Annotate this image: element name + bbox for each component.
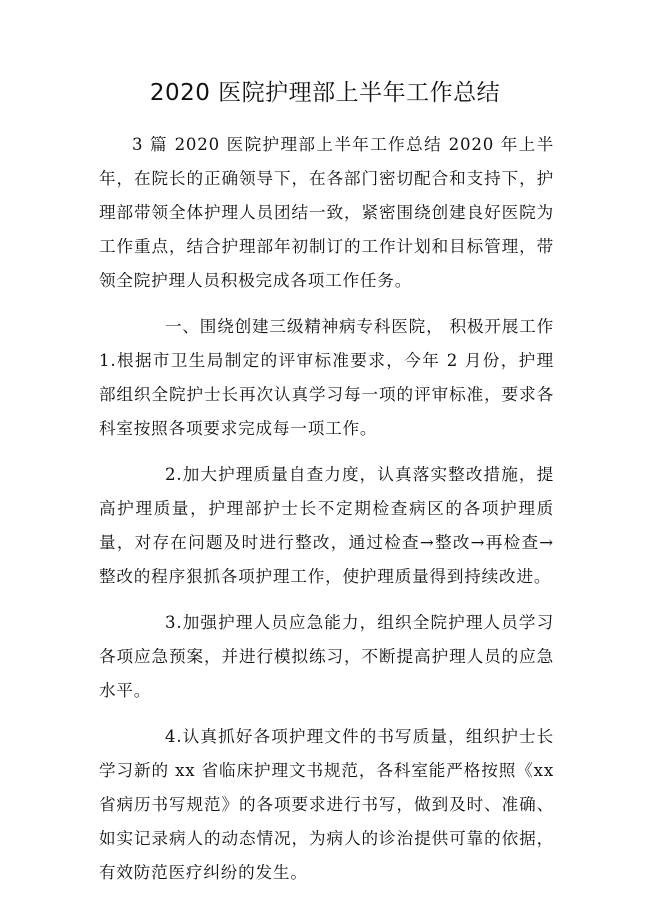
paragraph-item-3: 3.加强护理人员应急能力，组织全院护理人员学习各项应急预案，并进行模拟练习，不断提高护理人员的应急水平。 [99,613,554,700]
paragraph-item-4: 4.认真抓好各项护理文件的书写质量，组织护士长学习新的 xx 省临床护理文书规范，各科室能严格按照《xx 省病历书写规范》的各项要求进行书写，做到及时、准确、如实记录病人的动态情况，为病人的诊治提供可靠的依据，有效防范医疗纠纷的发生。 [99,727,554,882]
document-title: 2020 医院护理部上半年工作总结 [149,80,501,106]
document-body [99,128,554,902]
paragraph-item-2: 2.加大护理质量自查力度，认真落实整改措施，提高护理质量，护理部护士长不定期检查病区的各项护理质量，对存在问题及时进行整改，通过检查→整改→再检查→整改的程序狠抓各项护理工作，使护理质量得到持续改进。 [99,465,554,586]
paragraph-intro: 3 篇 2020 医院护理部上半年工作总结 2020 年上半年，在院长的正确领导下，在各部门密切配合和支持下，护理部带领全体护理人员团结一致，紧密围绕创建良好医院为工作重点，结合护理部年初制订的工作计划和目标管理，带领全院护理人员积极完成各项工作任务。 [99,135,554,290]
paragraph-section-1: 一、围绕创建三级精神病专科医院， 积极开展工作 1.根据市卫生局制定的评审标准要求，今年 2 月份，护理部组织全院护士长再次认真学习每一项的评审标准，要求各科室按照各项要求完成每一项工作。 [99,317,554,438]
